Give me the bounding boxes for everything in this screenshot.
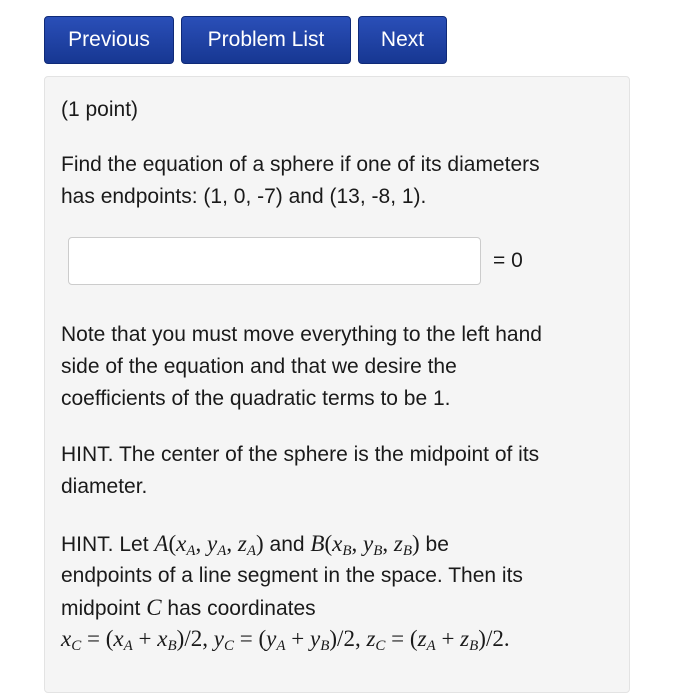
point-value: (1 point) bbox=[61, 98, 139, 121]
point-a-math: $A(x_A$, $y_A$, $z_A$) bbox=[154, 531, 264, 559]
question-line-1: Find the equation of a sphere if one of its diameters bbox=[61, 153, 540, 176]
hint-center-line-2: diameter. bbox=[61, 475, 148, 498]
hint-midpoint-line-2: endpoints of a line segment in the space. Then its bbox=[61, 564, 523, 587]
note-line-2: side of the equation and that we desire the bbox=[61, 355, 457, 378]
point-b-math: $B(x_B$, $y_B$, $z_B$) bbox=[310, 531, 420, 559]
hint-be: be bbox=[419, 533, 449, 556]
midpoint-formula: $x_C = (x_A + x_B)/2$, $y_C = (y_A + y_B)/2$, $z_C = (z_A + z_B)/2$. bbox=[61, 626, 510, 654]
previous-button[interactable]: Previous bbox=[44, 16, 174, 64]
hint-midpoint-word: midpoint bbox=[61, 597, 147, 620]
hint-center-line-1: HINT. The center of the sphere is the midpoint of its bbox=[61, 443, 540, 466]
next-button[interactable]: Next bbox=[358, 16, 447, 64]
problem-panel bbox=[44, 76, 630, 693]
note-line-3: coefficients of the quadratic terms to be 1. bbox=[61, 387, 451, 410]
problem-navigation bbox=[44, 16, 447, 64]
hint-coords: has coordinates bbox=[161, 597, 316, 620]
point-c-math: C bbox=[146, 595, 162, 620]
hint-midpoint-line-3 bbox=[61, 592, 316, 625]
equals-zero-label: = 0 bbox=[493, 249, 523, 272]
hint-prefix: HINT. Let bbox=[61, 533, 155, 556]
question-line-2: has endpoints: (1, 0, -7) and (13, -8, 1). bbox=[61, 185, 427, 208]
hint-and: and bbox=[263, 533, 311, 556]
hint-midpoint-line-1 bbox=[61, 528, 449, 561]
answer-input[interactable] bbox=[68, 237, 481, 285]
problem-list-button[interactable]: Problem List bbox=[181, 16, 351, 64]
note-line-1: Note that you must move everything to the left hand bbox=[61, 323, 542, 346]
